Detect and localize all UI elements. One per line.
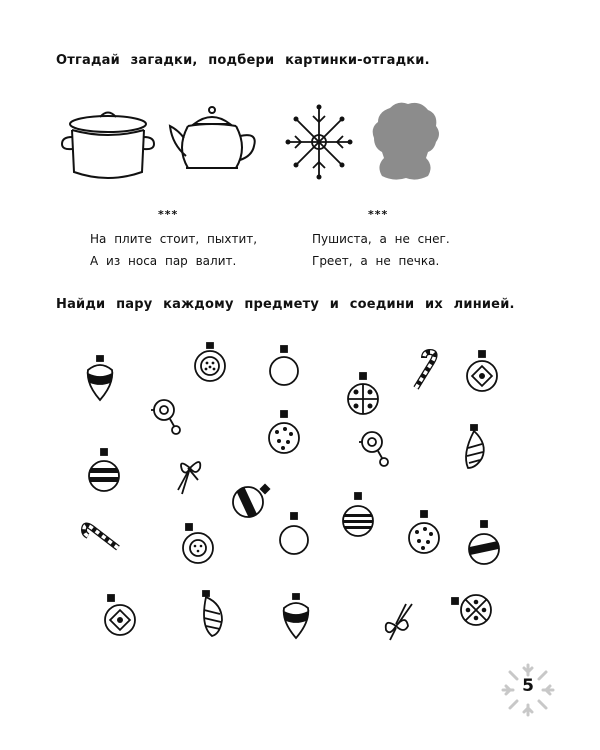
riddles-heading: Отгадай загадки, подбери картинки-отгадки. bbox=[56, 53, 430, 68]
riddle-1-line-2: А из носа пар валит. bbox=[90, 254, 237, 268]
flower-ornament-icon bbox=[450, 590, 496, 632]
snowflake-icon bbox=[284, 102, 354, 182]
riddle-2-line-1: Пушиста, а не снег. bbox=[312, 232, 450, 246]
teardrop-ornament-icon bbox=[82, 354, 118, 404]
banded-ornament-icon bbox=[228, 476, 274, 522]
candy-cane-icon bbox=[408, 348, 444, 392]
round-ornament-icon bbox=[276, 512, 312, 558]
riddle-1-stars: *** bbox=[158, 208, 179, 221]
round-ornament-icon bbox=[266, 345, 302, 389]
teapot-icon bbox=[164, 104, 264, 184]
page-number: 5 bbox=[522, 676, 534, 696]
banded-ornament-icon bbox=[464, 520, 504, 568]
diamond-ornament-icon bbox=[462, 350, 502, 396]
leaf-ornament-icon bbox=[458, 424, 490, 472]
candy-cane-icon bbox=[78, 518, 122, 552]
riddle-2-stars: *** bbox=[368, 208, 389, 221]
bow-icon bbox=[168, 450, 210, 496]
spotted-ornament-icon bbox=[264, 410, 304, 458]
striped-ornament-icon bbox=[84, 448, 124, 494]
pairs-heading: Найди пару каждому предмету и соедини их линией. bbox=[56, 297, 515, 312]
ring-ornament-icon bbox=[148, 392, 188, 438]
fur-hat-icon bbox=[368, 100, 444, 182]
striped-ornament-icon bbox=[338, 492, 378, 540]
pot-icon bbox=[58, 104, 158, 184]
ring-ornament-icon bbox=[178, 522, 218, 568]
bow-icon bbox=[378, 600, 420, 646]
riddle-2-line-2: Греет, а не печка. bbox=[312, 254, 440, 268]
riddle-1-line-1: На плите стоит, пыхтит, bbox=[90, 232, 258, 246]
riddle-1-text bbox=[90, 228, 257, 272]
spotted-ornament-icon bbox=[404, 510, 444, 556]
leaf-ornament-icon bbox=[196, 590, 228, 640]
riddle-2-text bbox=[312, 228, 450, 272]
flower-ornament-icon bbox=[342, 372, 384, 418]
diamond-ornament-icon bbox=[100, 594, 140, 640]
ring-ornament-icon bbox=[356, 424, 396, 470]
teardrop-ornament-icon bbox=[278, 592, 314, 642]
dotted-ornament-icon bbox=[190, 342, 230, 386]
